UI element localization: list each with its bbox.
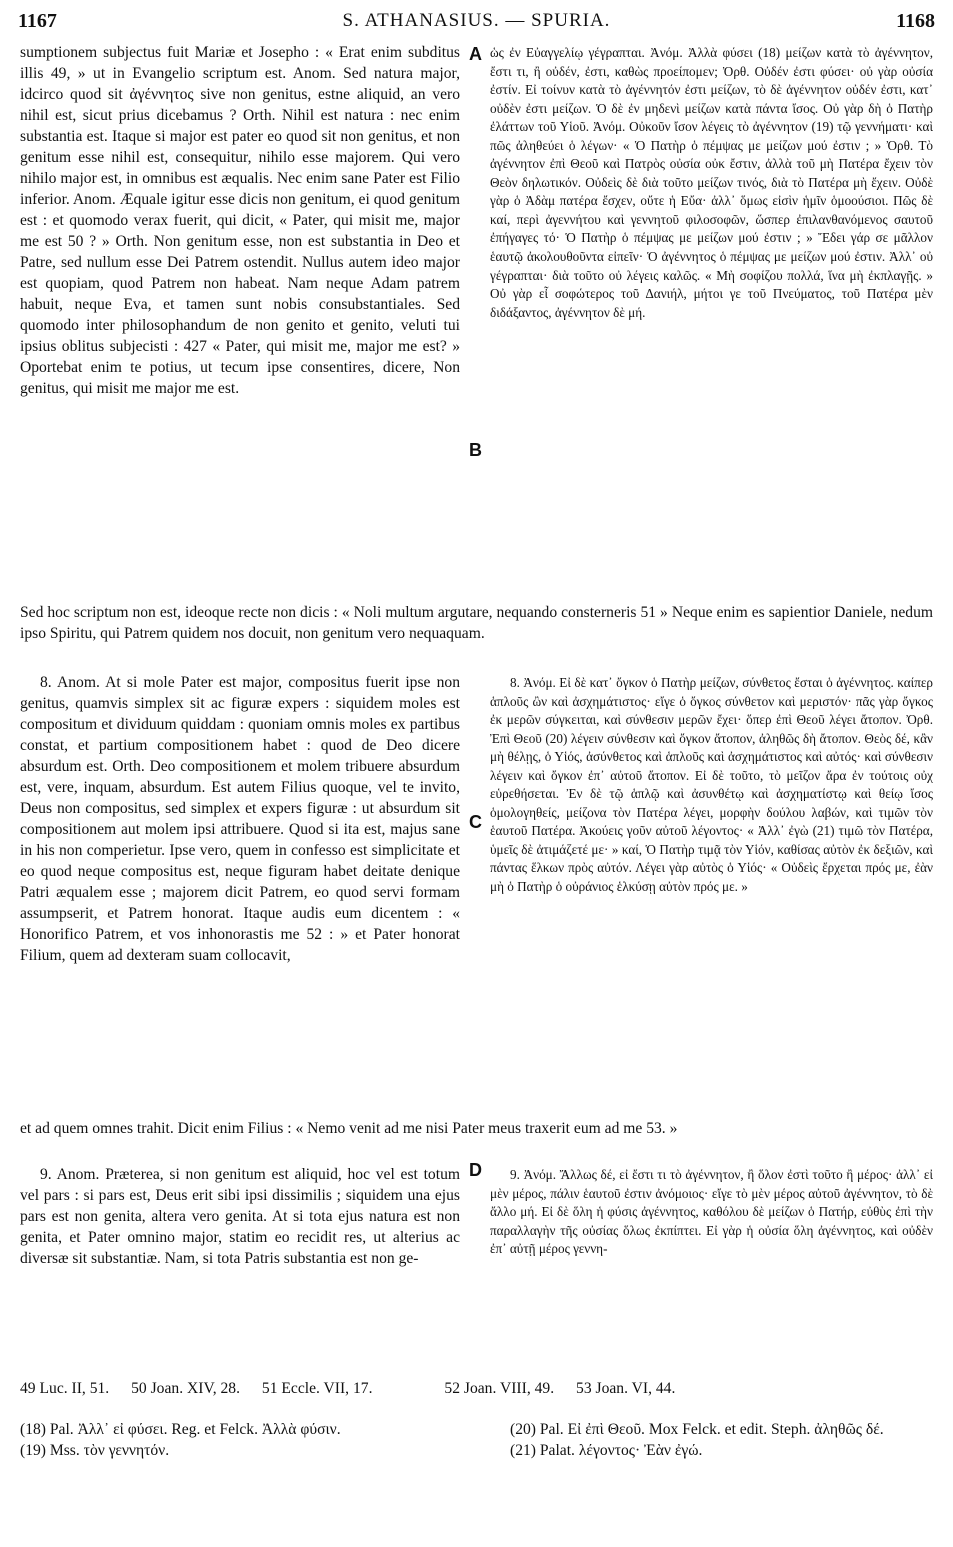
left-page-number: 1167 [18,10,57,32]
footnote-49: 49 Luc. II, 51. [20,1380,110,1397]
footnote-53: 53 Joan. VI, 44. [576,1380,676,1397]
footnote-51: 51 Eccle. VII, 17. [261,1380,373,1397]
critical-note-20: (20) Pal. Εἰ ἐπὶ Θεοῦ. Mox Felck. et edit. Steph. ἀληθῶς δέ. [510,1421,884,1438]
greek-section-8: 8. Ἀνόμ. Εἰ δὲ κατ᾽ ὄγκον ὁ Πατὴρ μείζων, σύνθετος ἔσται ὁ ἀγέννητος. καίπερ ἁπλοῦς ὢν καὶ ἀσχημάτιστος· εἴγε ὁ ὄγκος σύνθετον καὶ μεριστόν· πᾶς γὰρ ὄγκος ἐκ μερῶν σύγκειται, καὶ σύνθεσιν μερῶν ἔχει· ὅπερ ἐπὶ Θεοῦ λέγει ἄτοπον. Ὀρθ. Ἐπὶ Θεοῦ (20) λέγειν σύνθεσιν καὶ ὄγκον ἄτοπον, ἀληθῶς δὴ ἄτοπον. Θεὸς δέ, κἂν μὴ θέλῃς, ὁ Υἱός, ἀσύνθετος καὶ ἁπλοῦς καὶ ἀσχημάτιστος καὶ αὐτός· καὶ σύνθεσιν λέγειν καὶ ὄγκον ἐπ᾽ αὐτοῦ ἄτοπον. Εἰ δὲ τοῦτο, τὸ μεῖζον ἄρα ἐν τούτοις οὐχ εὑρεθήσεται. Ἐν δὲ τῷ ἁπλῷ καὶ ἀσυνθέτῳ καὶ ἀσχηματίστῳ καὶ θείῳ ἴσος ὁμολογηθείς, μείζονα τὸν Πατέρα λέγει, μορφὴν δούλου λαβών, καὶ τιμῶν τὸν ἑαυτοῦ Πατέρα. Ἀκούεις γοῦν αὐτοῦ λέγοντος· « Ἀλλ᾽ ἐγὼ (21) τιμῶ τὸν Πατέρα, ὑμεῖς δὲ ἀτιμάζετέ με· » καί, Ὁ Πατὴρ τιμᾷ τὸν Υἱόν, καθίσας αὐτὸν ἐκ δεξιῶν, καὶ πάντας ἕλκων πρὸς αὐτόν. Λέγει γὰρ αὐτὸς ὁ Υἱός· « Οὐδεὶς ἔρχεται πρός με, ἐὰν μὴ ὁ Πατὴρ ὁ οὐράνιος ἑλκύσῃ αὐτὸν πρός με. » [490,675,933,895]
marker-a: A [469,44,482,64]
scripture-footnotes [20,1380,933,1398]
greek-column-bottom [490,1166,933,1352]
greek-paragraph-top: ὡς ἐν Εὐαγγελίῳ γέγραπται. Ἀνόμ. Ἀλλὰ φύσει (18) μείζων κατὰ τὸ ἀγέννητον, ἔστι τι, ἢ οὐδέν, ἐστι, καθὼς προείπομεν; Ὀρθ. Οὐδέν ἐστι φύσει· οὐ γὰρ οὐσία ἐστίν. Εἰ τοίνυν κατὰ τὸ ἀγέννητόν ἐστι μείζων, τὸ δὲ ἀγέννητον οὐδέν ἐστι, κατ᾽ οὐδὲν ἐστι μείζων. Ὁ δὲ ἐν μηδενὶ μείζων κατὰ πάντα ἴσος. Οὐ γὰρ δὴ ὁ Πατὴρ ἐλάττων τοῦ Υἱοῦ. Ἀνόμ. Οὐκοῦν ἴσον λέγεις τὸ ἀγέννητον (19) τῷ γεννήματι· καὶ πῶς ἀληθεύει ὁ λέγων· « Ὁ Πατὴρ ὁ πέμψας με μείζων μού ἐστιν ; » Ὀρθ. Τὸ ἀγέννητον ἐπὶ Θεοῦ καὶ Πατρὸς οὐσία οὐκ ἔστιν, ἀλλὰ τοῦ μὴ Πατέρα ἔχειν τὸν Θεὸν δηλωτικόν. Οὐδεὶς δὲ διὰ τοῦτο μείζων τινός, διὰ τὸ Πατέρα μὴ ἔχειν. Οὐδὲ γὰρ ὁ Ἀδὰμ πατέρα ἔσχεν, οὔτε ἡ Εὔα· ἀλλ᾽ ὅμως εἰσὶν ἡμῖν ὁμοούσιοι. Πῶς δὲ καί, περὶ ἀγεννήτου καὶ γεννητοῦ φιλοσοφῶν, ὥσπερ ἐπιλανθανόμενος σαυτοῦ ἐπήγαγες τό· Ὁ Πατὴρ ὁ πέμψας με μείζων μού ἐστιν ; » Ἔδει γάρ σε μᾶλλον ἑαυτῷ ἀκολουθοῦντα εἰπεῖν· Ὁ ἀγέννητος ὁ πέμψας με μείζων μού ἐστιν. Ἀλλ᾽ οὐ γέγραπται· διὰ τοῦτο οὐ λέγεις καλῶς. « Μὴ σοφίζου πολλά, ἵνα μὴ ἐκπλαγῇς. » Οὐ γὰρ εἶ σοφώτερος τοῦ Δανιήλ, μήτοι γε τοῦ Πνεύματος, τοῦ Πατέρα μὲν διδάξαντος, ἀγέννητον δὲ μή. [490,45,933,320]
latin-column-mid [20,672,460,1042]
right-page-number: 1168 [896,10,935,32]
latin-fullwidth-2 [20,1118,933,1162]
footnote-50: 50 Joan. XIV, 28. [131,1380,240,1397]
critical-note-19: (19) Mss. τὸν γεννητόν. [20,1442,170,1459]
greek-column-top [490,44,933,600]
marker-d: D [469,1160,482,1180]
latin-paragraph-top: sumptionem subjectus fuit Mariæ et Josepho : « Erat enim subditus illis 49, » ut in Evangelio scriptum est. Anom. Sed natura major, idcirco quod sit ἀγέννητος sive non genitus, estne aliquid, an vero nihil est, sicut prius dicebamus ? Orth. Nihil est natura : nec enim substantia est. Itaque si major est pater eo quod sit non genitus, et non genitum esse nihil est, consequitur, nihilo esse majorem. Qui vero nihilo major est, in omnibus est æqualis. Nec enim sane Pater est Filio inferior. Anom. Æquale igitur esse dicis non genitum, ei quod genitum est : et quomodo verax fuerit, qui dicit, « Pater, qui misit me, major me est 50 ? » Orth. Non genitum esse, non est substantia in Deo et Patre, sed nullum esse Dei Patrem ostendit. Nullus autem ideo major est quopiam, quod Patrem non habeat. Nam neque Adam patrem habuit, neque Eva, et tamen sunt nobis consubstantiales. Sed quomodo inter philosophandum de non genito et genito, veluti tui ipsius oblitus subjecisti : 427 « Pater, qui misit me, major me est? » Oportebat enim te potius, ut tecum ipse consentires, dicere, Non genitus, qui misit me major me est. [20,44,460,397]
latin-section-8: 8. Anom. At si mole Pater est major, compositus fuerit ipse non genitus, quamvis simplex sit ac figuræ expers : siquidem moles est compositum et dividuum quiddam : quoniam omnis moles ex partibus constat, et partium compositionem habet : quod de Deo dicere absurdum est. Orth. Deo compositionem et molem tribuere absurdum est, vere, inquam, absurdum. Est autem Filius quoque, vel te invito, Deus non compositus, sed simplex et expers figuræ : ut absurdum sit compositionem aut molem ipsi attribuere. Quod si ita est, majus sane in his non comperietur. Ipse vero, quem in confesso est simplicitate et eo quod neque compositus est, neque figuram habet deitate denique Patri æqualem esse ; majorem dicit Patrem, eo quod servi formam assumpserit, et Patrem honorat. Itaque audis eum dicentem : « Honorifico Patrem, et vos inhonorastis me 52 : » et Pater honorat Filium, quem ad dexteram suam collocavit, [20,674,460,964]
latin-section-9: 9. Anom. Præterea, si non genitum est aliquid, hoc vel est totum vel pars : si pars est, Deus erit sibi ipsi dissimilis ; siquidem una ejus pars est non genita, altera vero genita. At si tota ejus natura est non genita, et Pater omnino major, statim eo recidit res, ut alterius ac diversæ sit substantiæ. Nam, si tota Patris substantia est non ge- [20,1166,460,1267]
latin-fullwidth-1 [20,602,933,668]
critical-note-18: (18) Pal. Ἀλλ᾽ εἰ φύσει. Reg. et Felck. Ἀλλὰ φύσιν. [20,1421,341,1438]
greek-column-mid [490,674,933,1040]
critical-notes-right [510,1420,933,1462]
critical-note-21: (21) Palat. λέγοντος· Ἐὰν ἐγώ. [510,1442,703,1459]
footnote-52: 52 Joan. VIII, 49. [444,1380,555,1397]
page-header [18,6,935,38]
running-title: S. ATHANASIUS. — SPURIA. [342,10,611,31]
marker-c: C [469,812,482,832]
critical-notes-left [20,1420,460,1462]
latin-column-bottom [20,1164,460,1354]
greek-section-9: 9. Ἀνόμ. Ἄλλως δέ, εἰ ἔστι τι τὸ ἀγέννητον, ἢ ὅλον ἐστὶ τοῦτο ἢ μέρος· ἀλλ᾽ εἰ μὲν μέρος, πάλιν ἑαυτοῦ ἐστιν ἀνόμοιος· εἴγε τὸ μὲν μέρος αὐτοῦ ἀγέννητον, τὸ δὲ ἄλλο μή. Εἰ δὲ ὅλη ἡ φύσις ἀγέννητος, καθόλου δὲ μείζων ὁ Πατήρ, εὐθὺς ἐπὶ τὴν παραλλαγὴν τῆς οὐσίας ὅλως ἐκπίπτει. Εἰ γὰρ ἡ οὐσία ὅλη ἀγέννητος, καὶ οὐδὲν ἐπ᾽ αὐτῇ μέρος γεννη- [490,1167,933,1257]
latin-continuation-1: Sed hoc scriptum non est, ideoque recte non dicis : « Noli multum argutare, nequando consterneris 51 » Neque enim es sapientior Daniele, nedum ipso Spiritu, qui Patrem quidem nos docuit, non genitum vero nequaquam. [20,604,933,642]
marker-b: B [469,440,482,460]
latin-continuation-2: et ad quem omnes trahit. Dicit enim Filius : « Nemo venit ad me nisi Pater meus traxerit eum ad me 53. » [20,1120,678,1137]
latin-column-top [20,42,460,602]
